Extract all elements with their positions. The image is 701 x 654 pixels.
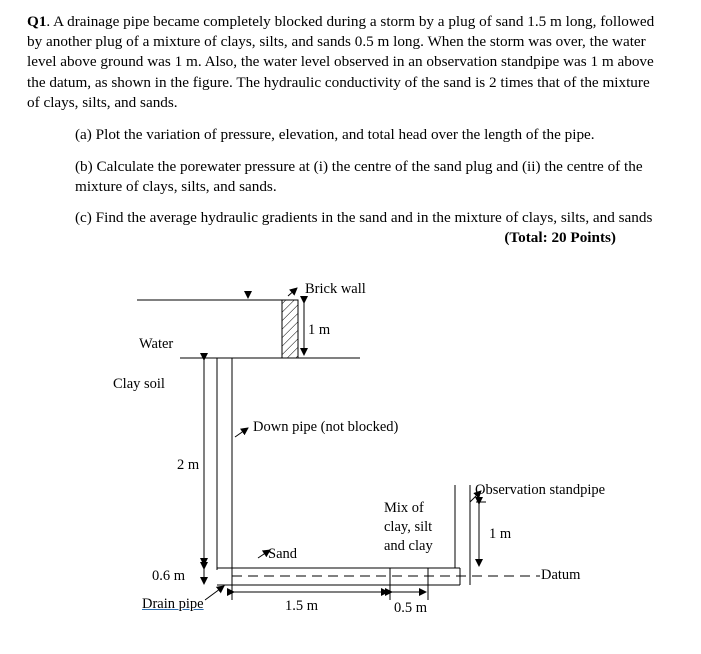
total-points: (Total: 20 Points): [504, 229, 616, 246]
mix-label-line2: clay, silt: [384, 519, 433, 535]
question-number: Q1: [27, 13, 47, 30]
brick-wall: [282, 300, 298, 358]
sand-length-label: 1.5 m: [285, 598, 319, 614]
drain-pipe-leader: [205, 586, 224, 600]
observation-standpipe-label: Observation standpipe: [475, 482, 606, 498]
part-a: (a) Plot the variation of pressure, elevation, and total head over the length of the pipe.: [75, 126, 595, 143]
mix-label-line3: and clay: [384, 538, 433, 554]
standpipe-head-label: 1 m: [489, 526, 512, 542]
water-depth-label: 1 m: [308, 322, 331, 338]
sand-label: Sand: [268, 546, 297, 562]
pipe-diameter-label: 0.6 m: [152, 568, 186, 584]
brick-wall-label: Brick wall: [305, 281, 366, 297]
down-pipe-leader: [235, 428, 248, 437]
datum-label: Datum: [541, 567, 581, 583]
part-c: (c) Find the average hydraulic gradients in the sand and in the mixture of clays, silts, and sands: [75, 209, 653, 226]
drain-pipe-label: Drain pipe: [142, 596, 204, 612]
brick-wall-leader: [288, 288, 297, 296]
part-b: (b) Calculate the porewater pressure at (i) the centre of the sand plug and (ii) the centre of the mixture of clays, silts, and sands.: [75, 158, 643, 196]
depth-label: 2 m: [177, 457, 200, 473]
mix-label-line1: Mix of: [384, 500, 424, 516]
question-body: . A drainage pipe became completely blocked during a storm by a plug of sand 1.5 m long, followed by another plug of a mixture of clays, silts, and sands 0.5 m long. When the storm was over, the water level above ground was 1 m. Also, the water level observed in an observation standpipe was 1 m above the datum, as shown in the figure. The hydraulic conductivity of the sand is 2 times that of the mixture of clays, silts, and sands.: [27, 13, 655, 111]
water-label: Water: [139, 336, 174, 352]
clay-soil-label: Clay soil: [113, 376, 165, 392]
down-pipe-label: Down pipe (not blocked): [253, 419, 399, 435]
mix-length-label: 0.5 m: [394, 600, 428, 616]
